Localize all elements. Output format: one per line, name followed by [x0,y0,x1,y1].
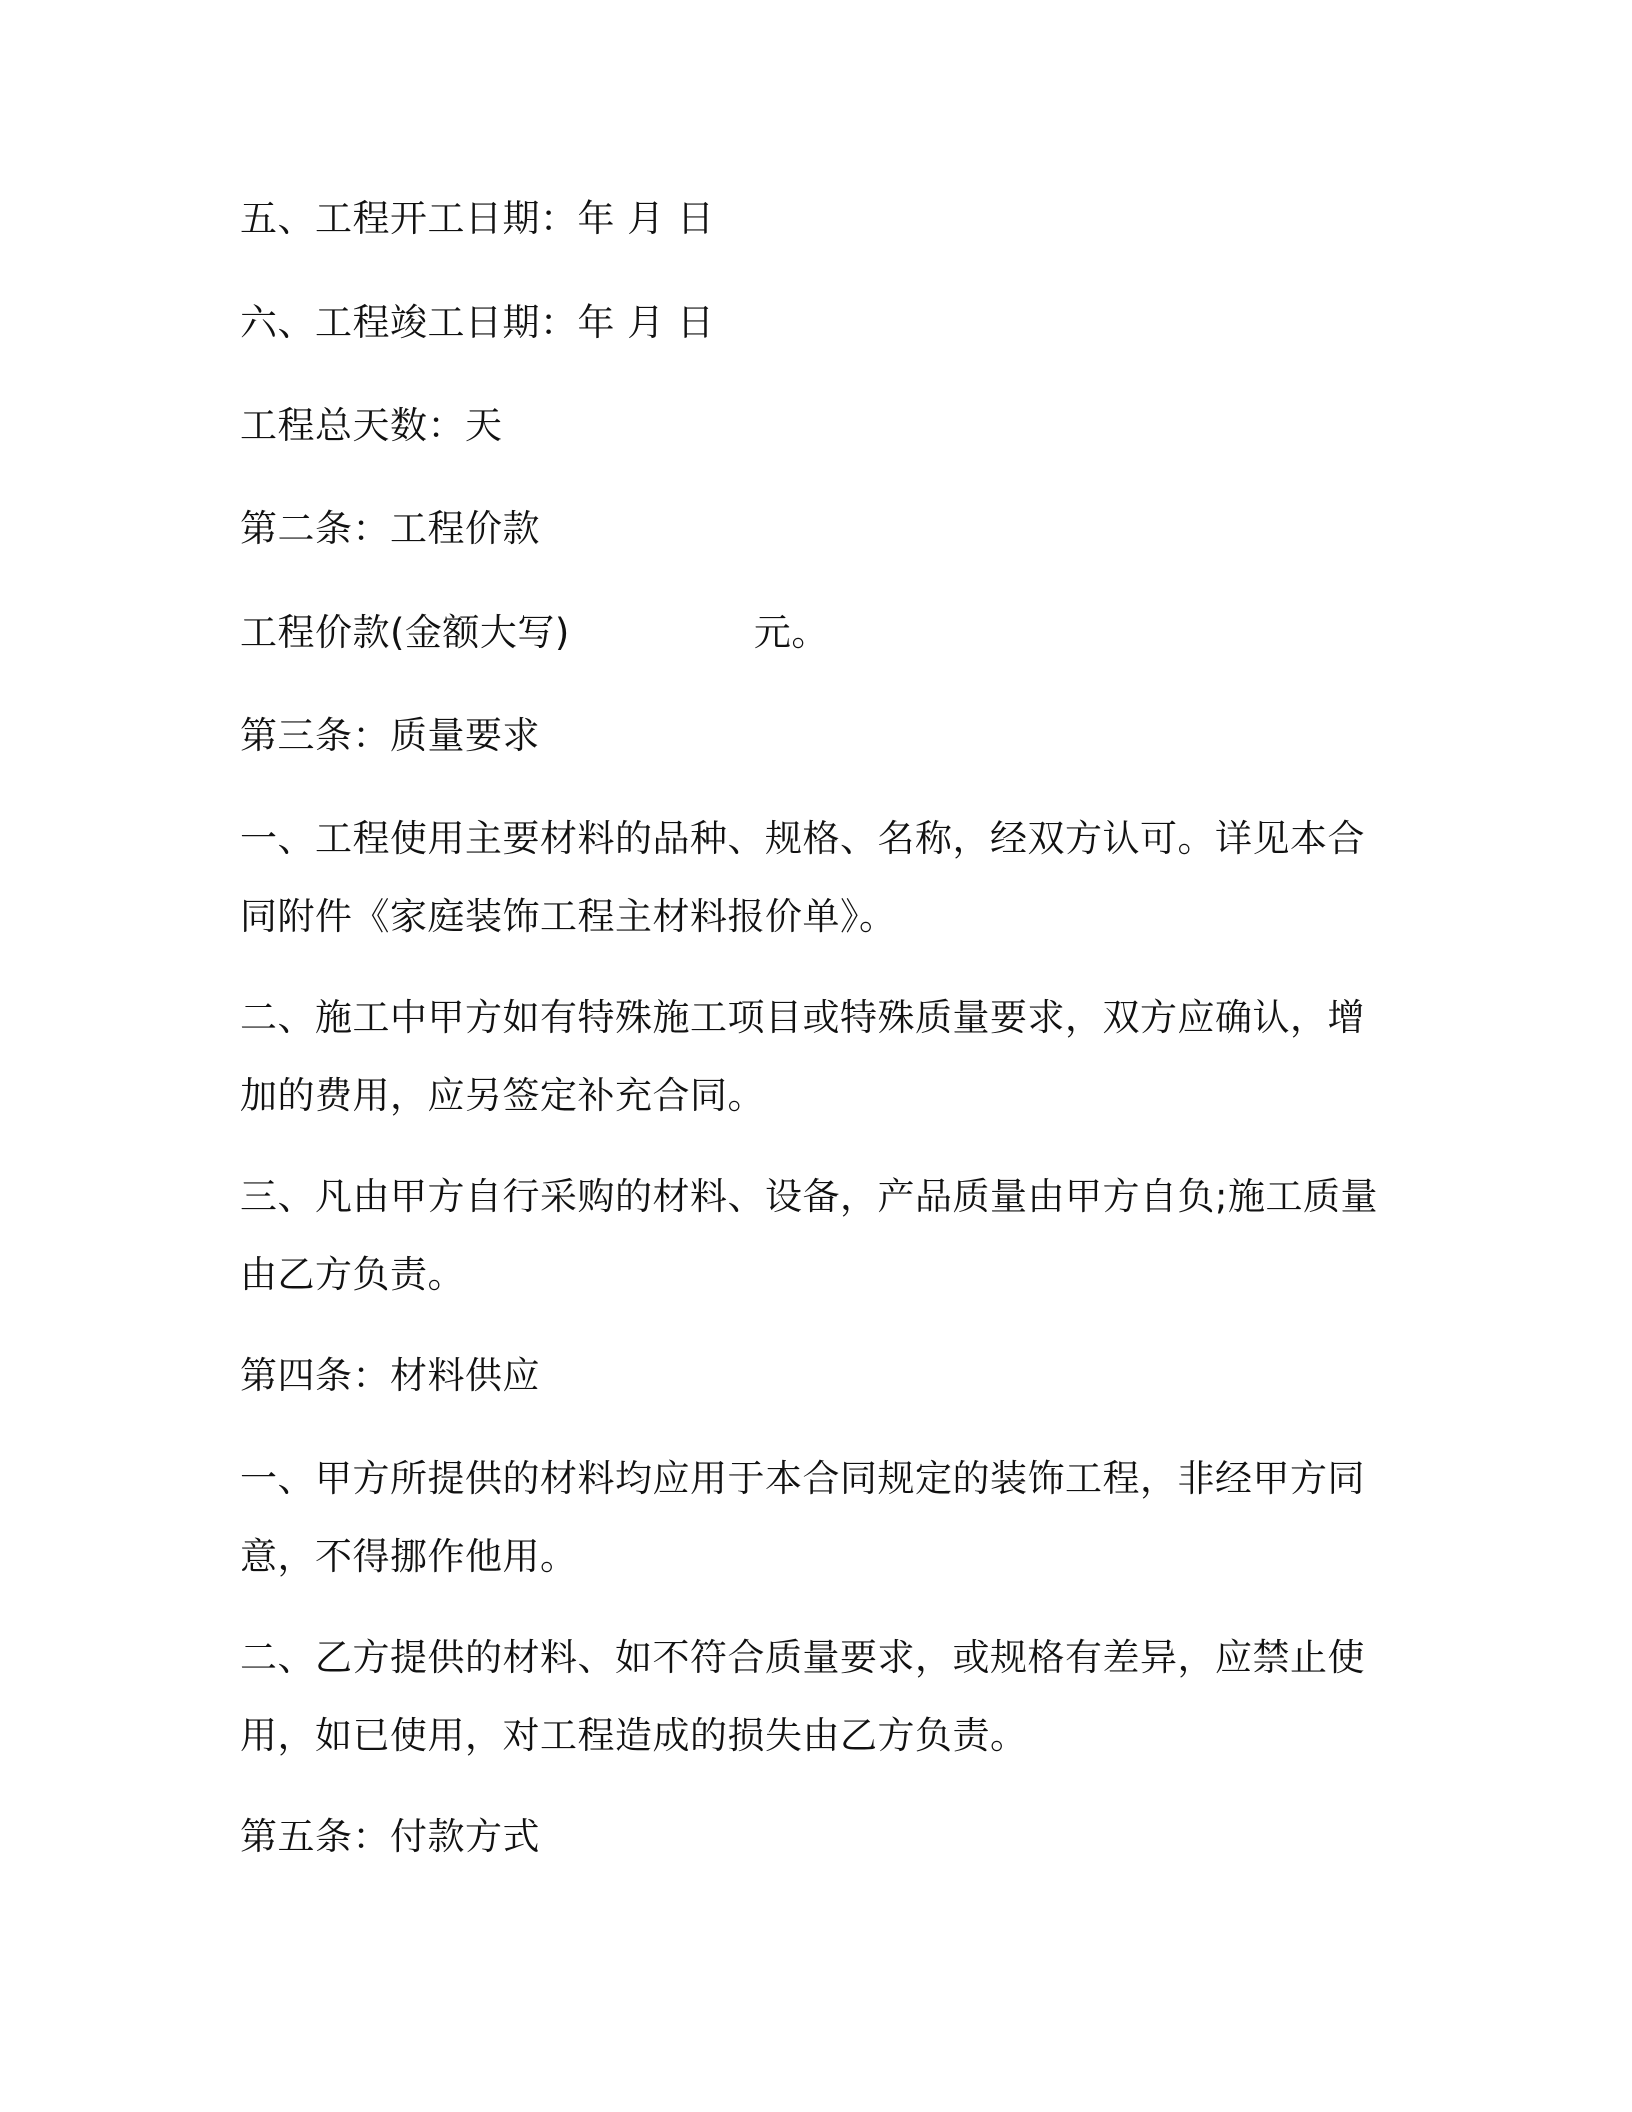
supply-clause-2-line-1: 二、乙方提供的材料、如不符合质量要求，或规格有差异，应禁止使 [240,1636,1365,1679]
total-days-line: 工程总天数：天 [240,404,503,447]
article-2-heading: 第二条：工程价款 [240,507,540,550]
price-unit: 元。 [753,611,829,654]
quality-clause-3-line-1: 三、凡由甲方自行采购的材料、设备，产品质量由甲方自负;施工质量 [240,1175,1378,1218]
supply-clause-2-line-2: 用，如已使用，对工程造成的损失由乙方负责。 [240,1714,1028,1757]
supply-clause-1-line-1: 一、甲方所提供的材料均应用于本合同规定的装饰工程，非经甲方同 [240,1457,1365,1500]
quality-clause-3-line-2: 由乙方负责。 [240,1253,465,1296]
supply-clause-1-line-2: 意，不得挪作他用。 [240,1535,578,1578]
article-3-heading: 第三条：质量要求 [240,714,540,757]
quality-clause-2-line-1: 二、施工中甲方如有特殊施工项目或特殊质量要求，双方应确认，增 [240,996,1365,1039]
price-label: 工程价款(金额大写) [240,611,570,654]
quality-clause-1-line-1: 一、工程使用主要材料的品种、规格、名称，经双方认可。详见本合 [240,817,1365,860]
quality-clause-1-line-2: 同附件《家庭装饰工程主材料报价单》。 [240,895,897,938]
start-date-line: 五、工程开工日期：年 月 日 [240,197,715,240]
completion-date-line: 六、工程竣工日期：年 月 日 [240,301,715,344]
article-4-heading: 第四条：材料供应 [240,1354,540,1397]
quality-clause-2-line-2: 加的费用，应另签定补充合同。 [240,1074,765,1117]
price-line [240,609,829,657]
article-5-heading: 第五条：付款方式 [240,1815,540,1858]
